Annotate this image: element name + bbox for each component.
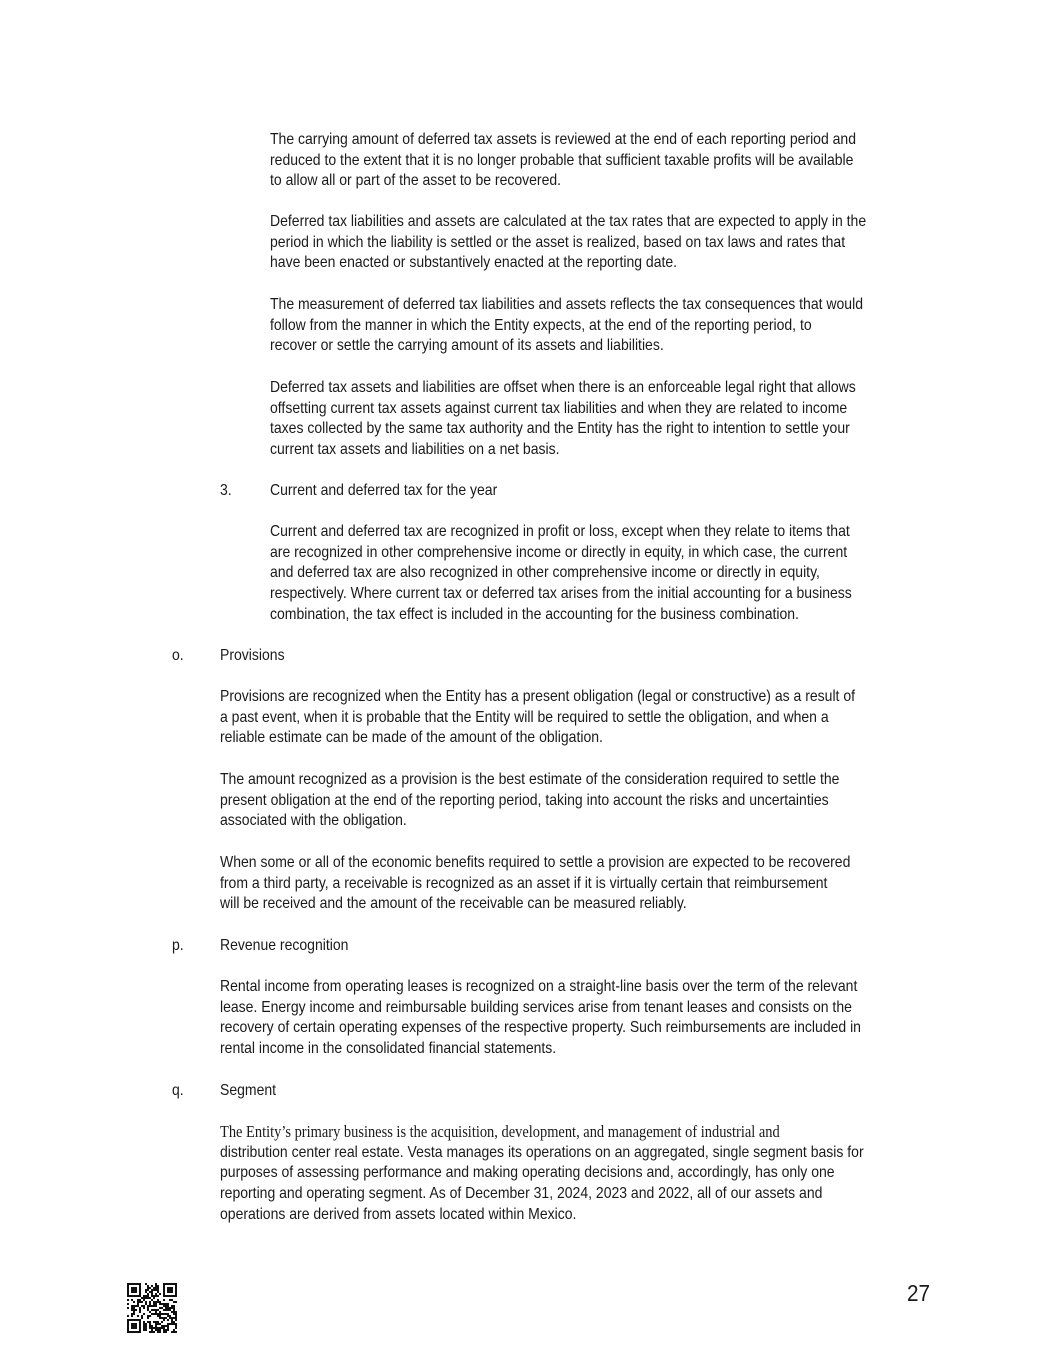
heading-revenue-recognition: Revenue recognition — [220, 937, 349, 954]
heading-marker-p: p. — [172, 937, 184, 954]
heading-marker-o: o. — [172, 647, 184, 664]
paragraph-provisions-recognition: Provisions are recognized when the Entity has a present obligation (legal or constructive) as a result of a past event, when it is probable that the Entity will be required to settle the obligation, and when a reliable estimate can be made of the amount of the obligation. — [220, 688, 856, 747]
heading-current-deferred-tax: Current and deferred tax for the year — [270, 482, 498, 499]
paragraph-deferred-tax-rates: Deferred tax liabilities and assets are calculated at the tax rates that are expected to apply in the period in which the liability is settled or the asset is realized, based on tax laws and rates that have been enacted or substantively enacted at the reporting date. — [270, 213, 867, 272]
paragraph-provisions-reimbursement: When some or all of the economic benefits required to settle a provision are expected to be recovered from a third party, a receivable is recognized as an asset if it is virtually certain that reimbursement will be received and the amount of the receivable can be measured reliably. — [220, 854, 851, 913]
heading-marker-q: q. — [172, 1082, 184, 1099]
heading-segment: Segment — [220, 1082, 277, 1099]
heading-marker-3: 3. — [220, 482, 232, 499]
paragraph-deferred-tax-measurement: The measurement of deferred tax liabilities and assets reflects the tax consequences that would follow from the manner in which the Entity expects, at the end of the reporting period, to recover or settle the carrying amount of its assets and liabilities. — [270, 296, 863, 355]
qr-code-icon — [127, 1283, 177, 1333]
paragraph-revenue-recognition: Rental income from operating leases is recognized on a straight-line basis over the term of the relevant lease. Energy income and reimbursable building services arise from tenant leases and consists on the recovery of certain operating expenses of the respective property. Such reimbursements are included in rental income in the consolidated financial statements. — [220, 978, 861, 1058]
paragraph-current-deferred-tax: Current and deferred tax are recognized in profit or loss, except when they relate to items that are recognized in other comprehensive income or directly in equity, in which case, the current and deferred tax are also recognized in other comprehensive income or directly in equity, respectively. Where current tax or deferred tax arises from the initial accounting for a business combination, the tax effect is included in the accounting for the business combination. — [270, 523, 852, 623]
paragraph-segment: The Entity’s primary business is the acquisition, development, and management of industrial and distribution center real estate. Vesta manages its operations on an aggregated, single segment basis for purposes of assessing performance and making operating decisions and, accordingly, has only one reporting and operating segment. As of December 31, 2024, 2023 and 2022, all of our assets and operations are derived from assets located within Mexico. — [220, 1122, 864, 1223]
heading-provisions: Provisions — [220, 647, 285, 664]
page-number: 27 — [907, 1280, 931, 1306]
paragraph-provisions-amount: The amount recognized as a provision is the best estimate of the consideration required to settle the present obligation at the end of the reporting period, taking into account the risks and uncertainties associated with the obligation. — [220, 771, 840, 830]
paragraph-deferred-tax-review: The carrying amount of deferred tax assets is reviewed at the end of each reporting period and reduced to the extent that it is no longer probable that sufficient taxable profits will be available to allow all or part of the asset to be recovered. — [270, 131, 857, 190]
paragraph-deferred-tax-offset: Deferred tax assets and liabilities are offset when there is an enforceable legal right that allows offsetting current tax assets against current tax liabilities and when they are related to income taxes collected by the same tax authority and the Entity has the right to intention to settle your current tax assets and liabilities on a net basis. — [270, 379, 856, 459]
